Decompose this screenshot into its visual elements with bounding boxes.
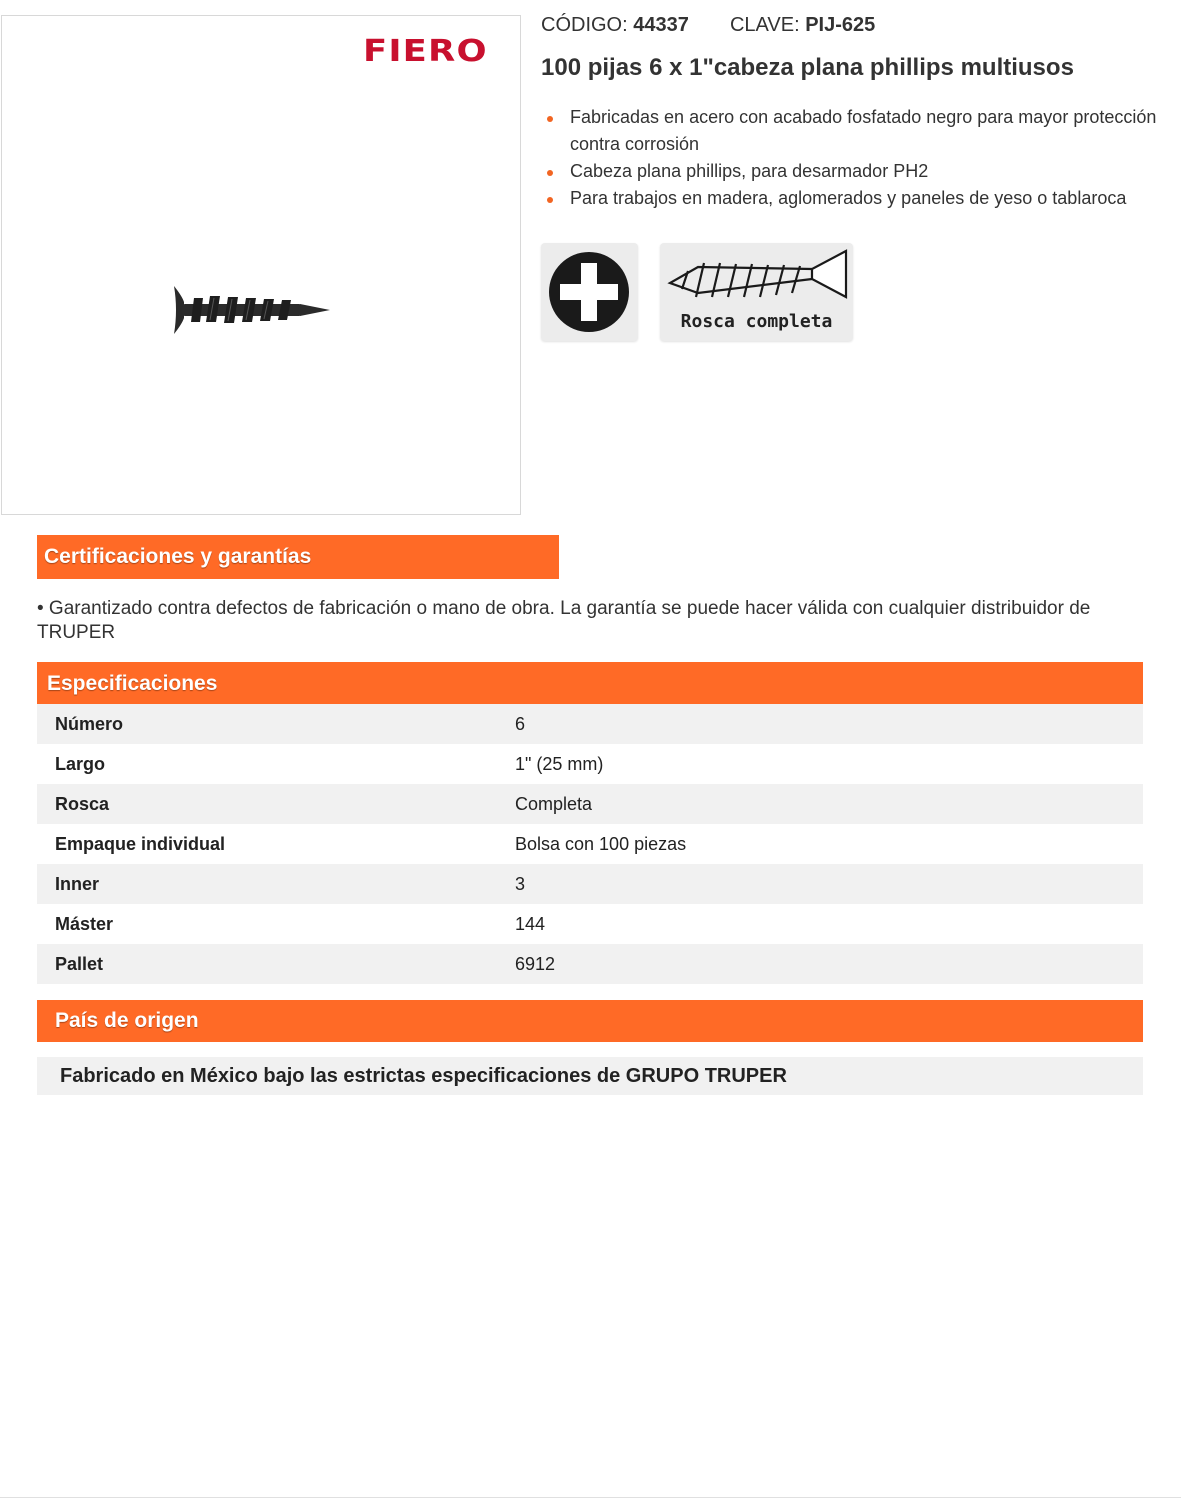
spec-value: 144: [515, 913, 546, 934]
table-row: [37, 904, 1143, 944]
spec-label: Número: [37, 704, 515, 744]
product-image-box: [1, 15, 521, 515]
spec-value: 3: [515, 864, 1143, 904]
table-row: [37, 864, 1143, 904]
brand-logo: FIERO: [363, 34, 488, 69]
spec-label: Largo: [55, 753, 106, 774]
spec-label: Pallet: [37, 944, 515, 984]
full-thread-label: Rosca completa: [680, 311, 833, 332]
phillips-head-icon: [541, 243, 638, 341]
feature-item: Cabeza plana phillips, para desarmador PH2: [541, 158, 1161, 185]
table-row: [37, 944, 1143, 984]
origin-heading: País de origen: [37, 1000, 1143, 1042]
table-row: [37, 704, 1143, 744]
spec-value: Bolsa con 100 piezas: [515, 833, 687, 854]
full-thread-icon: [660, 243, 853, 309]
origin-text: Fabricado en México bajo las estrictas especificaciones de GRUPO TRUPER: [37, 1057, 1143, 1095]
feature-list: [541, 104, 1161, 212]
feature-item: Para trabajos en madera, aglomerados y paneles de yeso o tablaroca: [541, 185, 1161, 212]
spec-label: Inner: [37, 864, 515, 904]
spec-label: Empaque individual: [55, 833, 226, 854]
feature-item: Fabricadas en acero con acabado fosfatado negro para mayor protección contra corrosión: [541, 104, 1161, 158]
table-row: [37, 744, 1143, 784]
full-thread-card: [660, 243, 853, 341]
table-row: [37, 784, 1143, 824]
specifications-heading: Especificaciones: [37, 662, 1143, 704]
product-codes: [541, 14, 875, 37]
warranty-text: • Garantizado contra defectos de fabricación o mano de obra. La garantía se puede hacer válida con cualquier distribuidor de TRUPER: [37, 598, 1091, 643]
certifications-heading: Certificaciones y garantías: [37, 535, 559, 579]
spec-label: Rosca: [37, 784, 515, 824]
clave-value: PIJ-625: [805, 14, 876, 36]
phillips-head-card: [541, 243, 638, 341]
product-title: 100 pijas 6 x 1"cabeza plana phillips multiusos: [541, 54, 1074, 81]
spec-value: Completa: [515, 784, 1143, 824]
codigo-label: CÓDIGO:: [541, 14, 628, 36]
clave-label: CLAVE:: [729, 14, 800, 36]
spec-value: 6: [515, 704, 1143, 744]
specifications-table: [37, 704, 1143, 984]
codigo-value: 44337: [633, 14, 689, 36]
page-divider: [0, 1497, 1181, 1498]
spec-value: 6912: [515, 944, 1143, 984]
table-row: [37, 824, 1143, 864]
spec-label: Máster: [55, 913, 114, 934]
screw-image: [170, 282, 334, 338]
spec-value: 1" (25 mm): [515, 753, 604, 774]
